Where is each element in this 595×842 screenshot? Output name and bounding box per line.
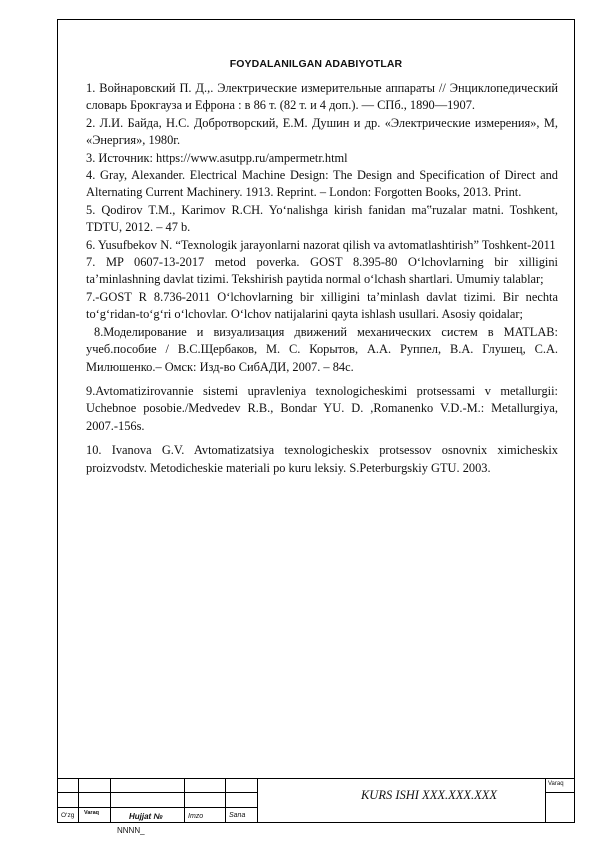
- title-block-top-line: [57, 778, 575, 779]
- col-sana-label: Sana: [229, 812, 246, 819]
- title-block-row-line: [57, 807, 257, 808]
- document-number-text: NNNN_: [117, 826, 145, 835]
- reference-item: 5. Qodirov T.M., Karimov R.CH. Yo‘nalishga kirish fanidan ma‟ruzalar matni. Toshkent, TDTU, 2012. – 47 b.: [86, 202, 558, 235]
- reference-item: 4. Gray, Alexander. Electrical Machine Design: The Design and Specification of Direct and Alternating Current Machinery. 1913. Reprint. – London: Forgotten Books, 2013. Print.: [86, 168, 558, 200]
- title-block-col-line: [110, 778, 111, 823]
- page-title: FOYDALANILGAN ADABIYOTLAR: [229, 58, 403, 70]
- reference-item: 8.Моделирование и визуализация движений механических систем в MATLAB: учеб.пособие / В.С.Щербаков, М. С. Корытов, А.А. Руппел, В.А. Глушец, С.А. Милюшенко.– Омск: Изд-во СибАДИ, 2007. – 84с.: [86, 324, 558, 374]
- reference-item: 9.Avtomatizirovannie sistemi upravleniya texnologicheskimi protsessami v metallurgii: Uchebnoe posobie./Medvedev R.B., Bondar YU. D. ,Romanenko V.D.-M.: Metallurgiya, 2007.-156s.: [86, 383, 558, 433]
- sheet-label: Varaq: [548, 781, 564, 787]
- reference-item: 3. Источник: https://www.asutpp.ru/ampermetr.html: [86, 150, 348, 165]
- col-imzo-label: Imzo: [188, 813, 204, 820]
- col-ozg-label: O‘zg: [61, 812, 75, 819]
- sheet-cell-line: [545, 792, 575, 793]
- document-title: KURS ISHI XXX.XXX.XXX: [360, 788, 498, 802]
- title-block-col-line: [184, 778, 185, 823]
- title-block-col-line: [225, 778, 226, 823]
- title-block-row-line: [57, 792, 257, 793]
- col-hujjat-label: Hujjat №: [129, 812, 163, 821]
- reference-item: 7.-GOST R 8.736-2011 O‘lchovlarning bir xilligini ta’minlash davlat tizimi. Bir nechta to‘g‘ridan-to‘g‘ri o‘lchovlar. O‘lchov natijalarini qayta ishlash usullari. Asosiy qoidalar;: [86, 289, 558, 322]
- title-block-col-line: [78, 778, 79, 823]
- reference-item: 2. Л.И. Байда, Н.С. Добротворский, Е.М. Душин и др. «Электрические измерения», М, «Энергия», 1980г.: [86, 115, 558, 148]
- reference-item: 6. Yusufbekov N. “Texnologik jarayonlarni nazorat qilish va avtomatlashtirish” Toshkent-2011: [86, 237, 556, 252]
- reference-item: 7. MP 0607-13-2017 metod poverka. GOST 8.395-80 O‘lchovlarning bir xilligini ta’minlashning davlat tizimi. Tekshirish paytida normal o‘lchash shartlari. Umumiy talablar;: [86, 255, 558, 287]
- reference-item: 10. Ivanova G.V. Avtomatizatsiya texnologicheskix protsessov osnovnix ximicheskix proizvodstv. Metodicheskie materiali po kuru leksiy. S.Peterburgskiy GTU. 2003.: [86, 443, 558, 475]
- col-varaq-label: Varaq: [84, 810, 99, 816]
- reference-list: [86, 80, 558, 477]
- reference-item: 1. Войнаровский П. Д.,. Электрические измерительные аппараты // Энциклопедический словарь Брокгауза и Ефрона : в 86 т. (82 т. и 4 доп.). — СПб., 1890—1907.: [86, 81, 558, 113]
- title-block-col-line: [545, 778, 546, 823]
- title-block: [57, 778, 575, 823]
- title-block-col-line: [257, 778, 258, 823]
